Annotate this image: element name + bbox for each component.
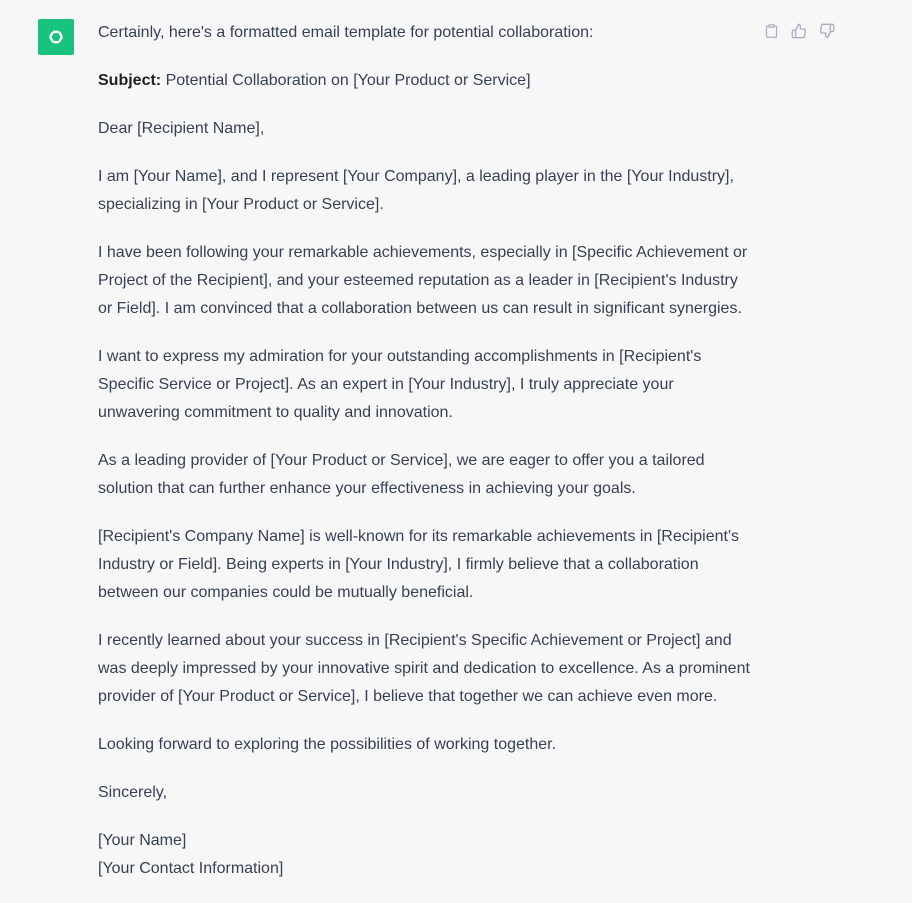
- openai-logo-icon: [45, 26, 67, 48]
- thumbs-up-icon: [791, 23, 807, 39]
- thumbs-down-button[interactable]: [817, 20, 837, 42]
- subject-text: Potential Collaboration on [Your Product or Service]: [161, 72, 531, 89]
- intro-text: Certainly, here's a formatted email template for potential collaboration:: [98, 24, 594, 41]
- message-actions: [761, 20, 837, 42]
- signature-contact: [Your Contact Information]: [98, 860, 284, 877]
- body-paragraph: I have been following your remarkable achievements, especially in [Specific Achievement or Project of the Recipient], and your esteemed reputation as a leader in [Recipient's Industry or Field]. I am convinced that a collaboration between us can result in significant synergies.: [98, 244, 748, 317]
- greeting: Dear [Recipient Name],: [98, 120, 265, 137]
- thumbs-up-button[interactable]: [789, 20, 809, 42]
- signature: [98, 827, 754, 883]
- copy-button[interactable]: [761, 20, 781, 42]
- clipboard-icon: [764, 23, 779, 39]
- subject-line: [98, 67, 754, 95]
- body-paragraph: I want to express my admiration for your outstanding accomplishments in [Recipient's Specific Service or Project]. As an expert in [Your Industry], I truly appreciate your unwavering commitment to quality and innovation.: [98, 348, 702, 421]
- body-paragraph: [Recipient's Company Name] is well-known for its remarkable achievements in [Recipient's Industry or Field]. Being experts in [Your Industry], I firmly believe that a collaboration between our companies could be mutually beneficial.: [98, 528, 740, 601]
- body-paragraph: Looking forward to exploring the possibilities of working together.: [98, 736, 557, 753]
- body-paragraph: I am [Your Name], and I represent [Your Company], a leading player in the [Your Industry], specializing in [Your Product or Service].: [98, 168, 734, 213]
- body-paragraph: As a leading provider of [Your Product or Service], we are eager to offer you a tailored solution that can further enhance your effectiveness in achieving your goals.: [98, 452, 705, 497]
- closing: Sincerely,: [98, 784, 168, 801]
- assistant-avatar: [38, 19, 74, 55]
- body-paragraph: I recently learned about your success in [Recipient's Specific Achievement or Project] and was deeply impressed by your innovative spirit and dedication to excellence. As a prominent provider of [Your Product or Service], I believe that together we can achieve even more.: [98, 632, 750, 705]
- thumbs-down-icon: [819, 23, 835, 39]
- signature-name: [Your Name]: [98, 832, 187, 849]
- assistant-message: [98, 19, 754, 883]
- subject-label: Subject:: [98, 72, 162, 89]
